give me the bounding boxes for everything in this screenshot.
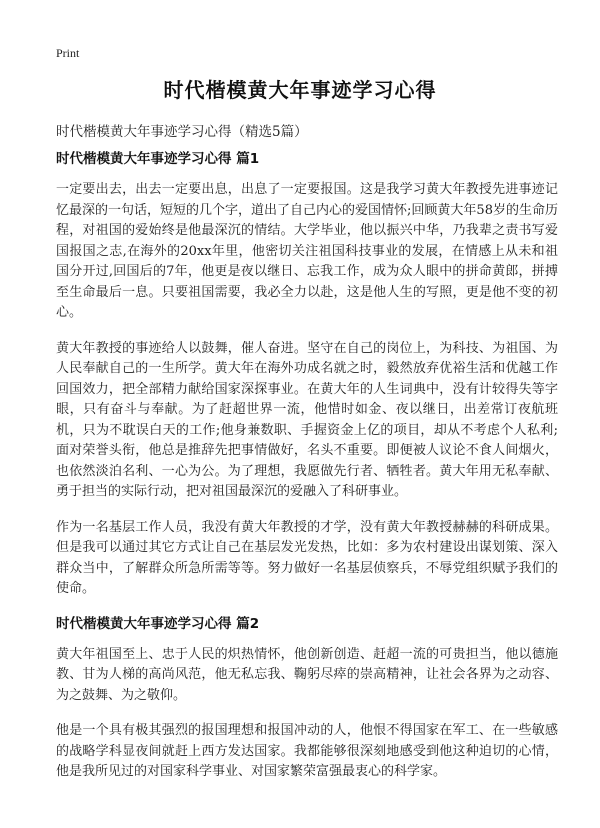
paragraph: 一定要出去，出去一定要出息，出息了一定要报国。这是我学习黄大年教授先进事迹记忆最深的一句话，短短的几个字，道出了自己内心的爱国情怀;回顾黄大年58岁的生命历程，对祖国的爱始终是他最深沉的情结。大学毕业，他以振兴中华，乃我辈之责书写爱国报国之志,在海外的20xx年里，他密切关注祖国科技事业的发展，在情感上从未和祖国分开过,回国后的7年，他更是夜以继日、忘我工作，成为众人眼中的拼命黄郎，拼搏至生命最后一息。只要祖国需要，我必全力以赴，这是他人生的写照，更是他不变的初心。: [56, 182, 558, 320]
section-2: [56, 615, 558, 783]
section-heading: 时代楷模黄大年事迹学习心得 篇2: [56, 615, 260, 632]
document-subtitle: 时代楷模黄大年事迹学习心得（精选5篇）: [56, 124, 308, 140]
print-link[interactable]: Print: [56, 46, 80, 60]
document-body: [56, 150, 558, 798]
section-heading: 时代楷模黄大年事迹学习心得 篇1: [56, 151, 260, 167]
section-1: [56, 150, 558, 600]
paragraph: 黄大年祖国至上、忠于人民的炽热情怀，他创新创造、赶超一流的可贵担当，他以德施教、甘为人梯的高尚风范，他无私忘我、鞠躬尽瘁的崇高精神，让社会各界为之动容、为之鼓舞、为之敬仰。: [56, 646, 558, 703]
paragraph: 他是一个具有极其强烈的报国理想和报国冲动的人，他恨不得国家在军工、在一些敏感的战略学科显夜间就赶上西方发达国家。我都能够很深刻地感受到他这种迫切的心情，他是我所见过的对国家科学事业、对国家繁荣富强最衷心的科学家。: [56, 723, 558, 779]
page-title: 时代楷模黄大年事迹学习心得: [163, 78, 437, 102]
paragraph: 作为一名基层工作人员，我没有黄大年教授的才学，没有黄大年教授赫赫的科研成果。但是我可以通过其它方式让自己在基层发光发热，比如：多为农村建设出谋划策、深入群众当中，了解群众所急所需等等。努力做好一名基层侦察兵，不辱党组织赋予我们的使命。: [56, 519, 558, 596]
paragraph: 黄大年教授的事迹给人以鼓舞，催人奋进。坚守在自己的岗位上，为科技、为祖国、为人民奉献自己的一生所学。黄大年在海外功成名就之时，毅然放弃优裕生活和优越工作回国效力，把全部精力献给国家深探事业。在黄大年的人生词典中，没有计较得失等字眼，只有奋斗与奉献。为了赶超世界一流，他惜时如金、夜以继日，出差常订夜航班机，只为不耽误白天的工作;他身兼数职、手握资金上亿的项目，却从不考虑个人私利;面对荣誉头衔，他总是推辞先把事情做好，名头不重要。即便被人议论不食人间烟火，也依然淡泊名利、一心为公。为了理想，我愿做先行者、牺牲者。黄大年用无私奉献、勇于担当的实际行动，把对祖国最深沉的爱融入了科研事业。: [56, 340, 558, 499]
